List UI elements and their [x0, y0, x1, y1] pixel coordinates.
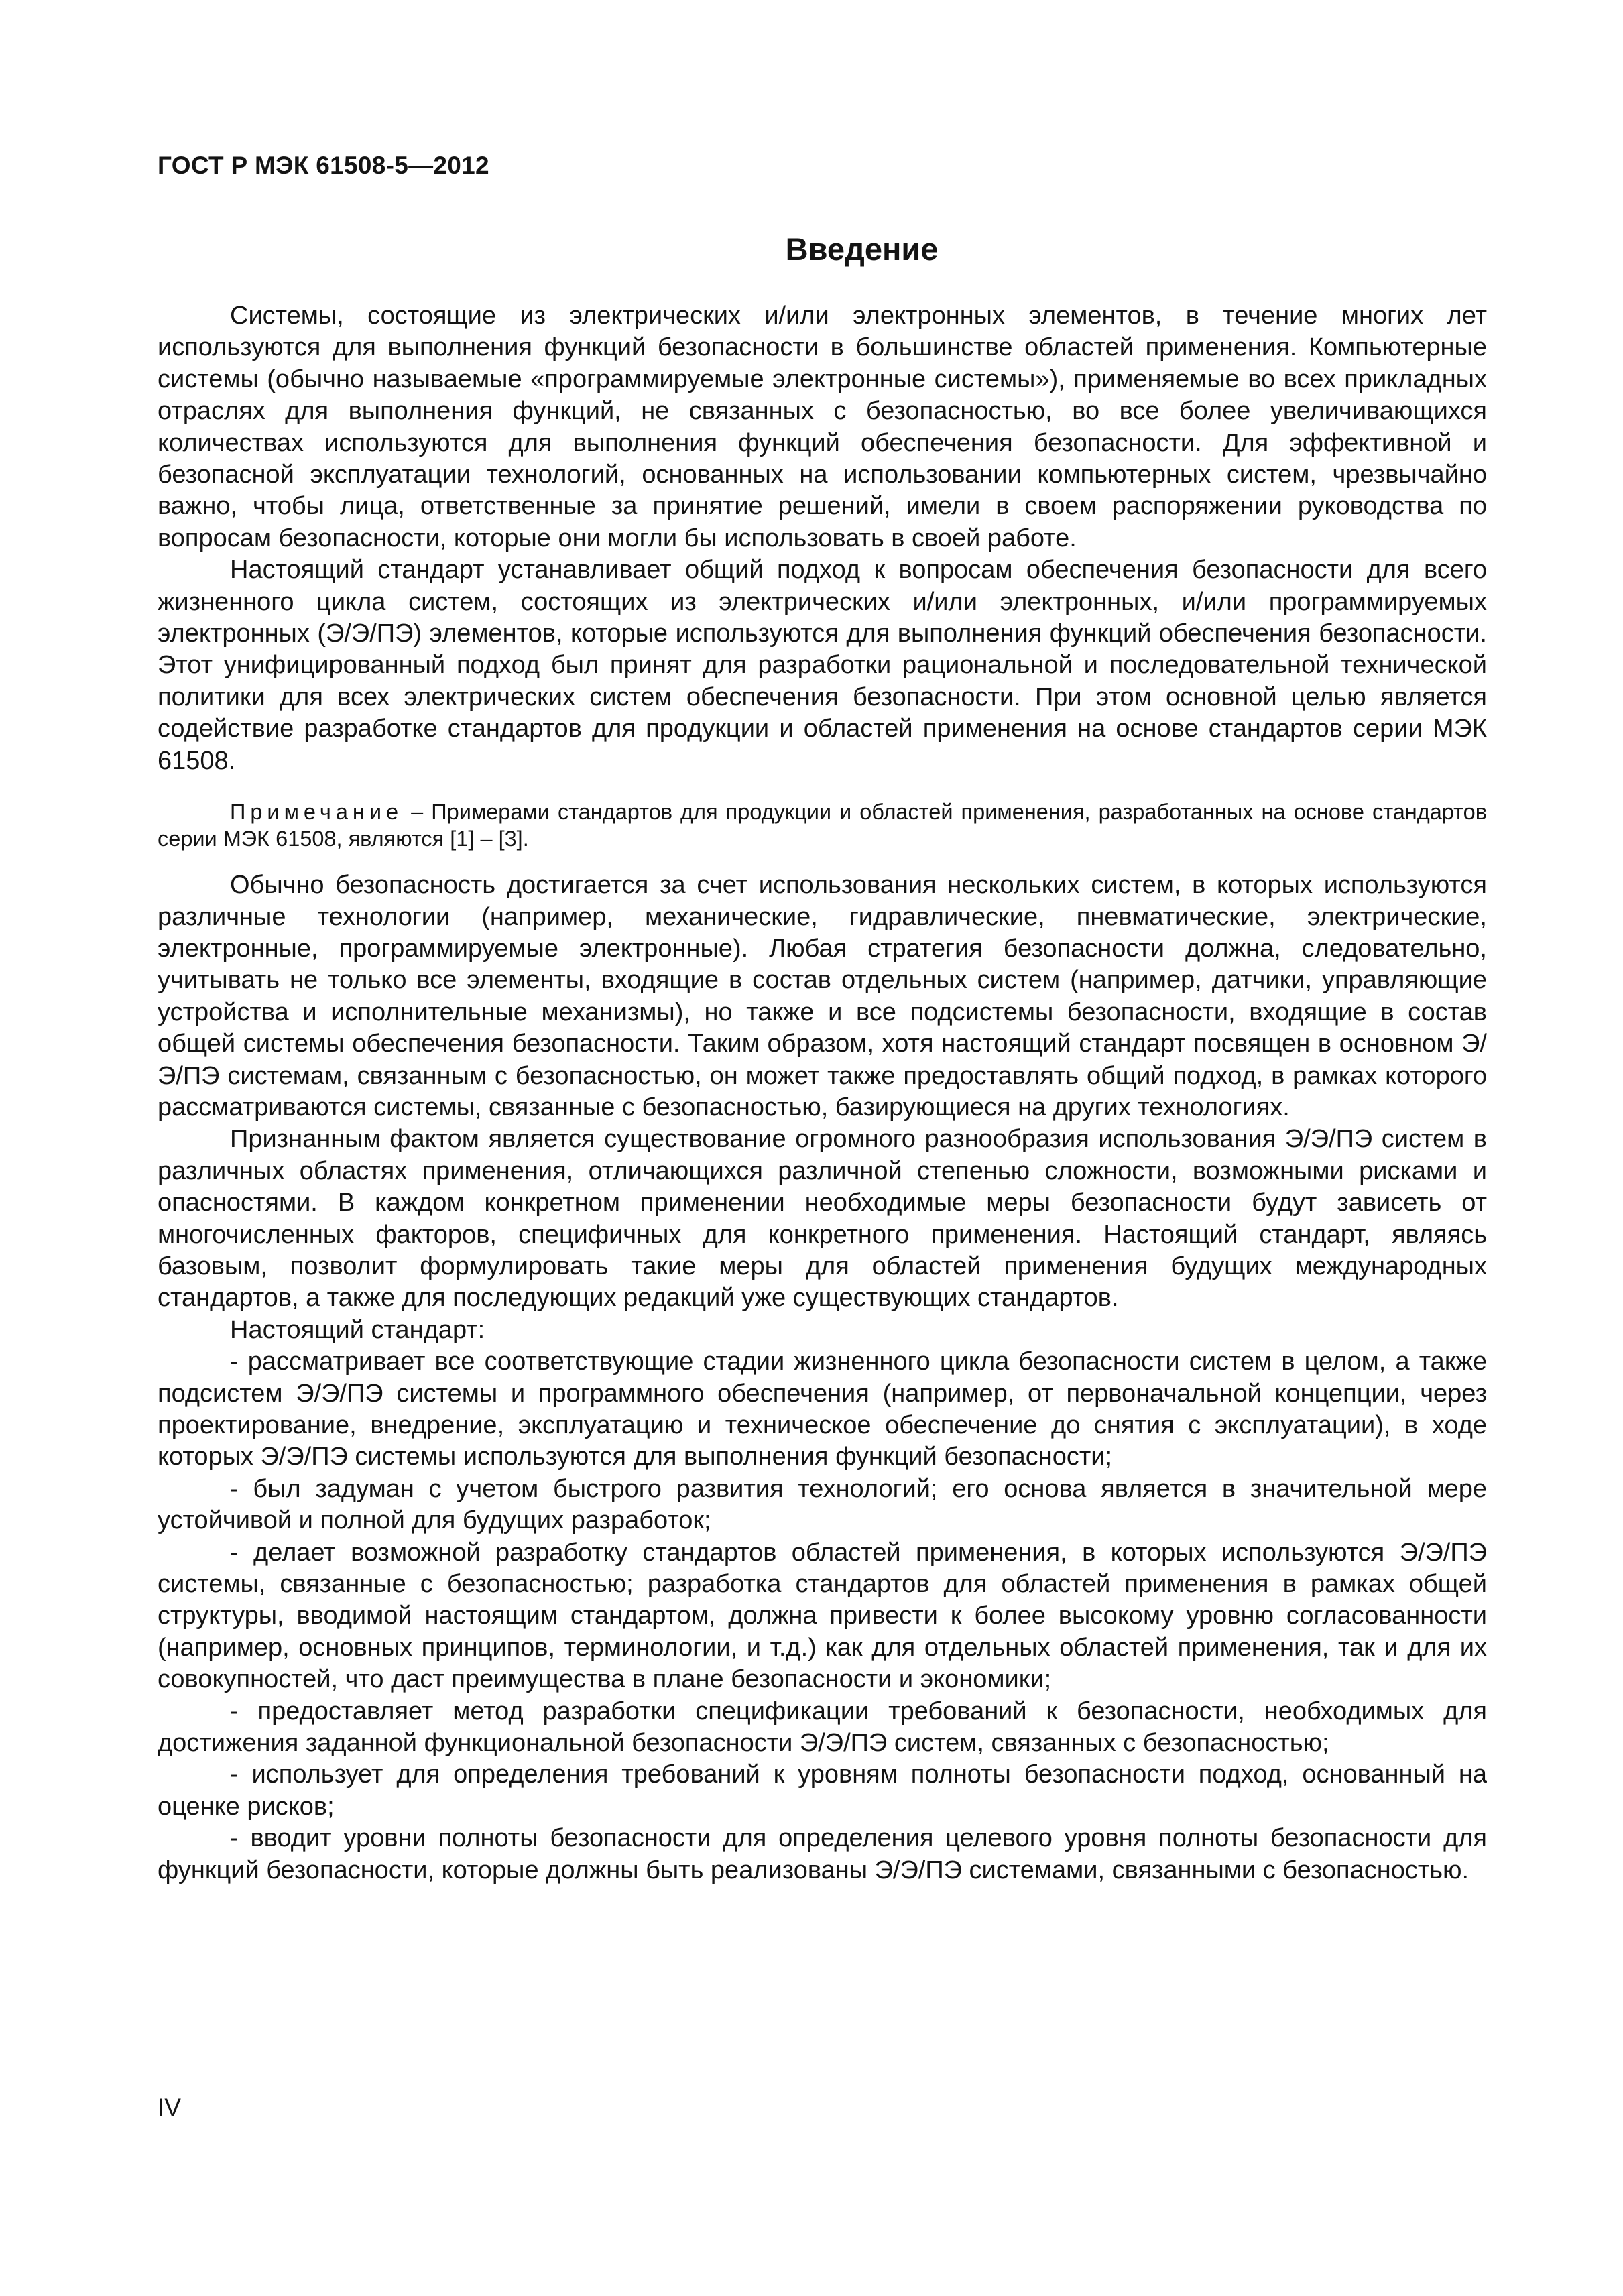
- paragraph: Настоящий стандарт:: [230, 1315, 485, 1344]
- note-text: – Примерами стандартов для продукции и областей применения, разработанных на основе стандартов серии МЭК 61508, являются [1] – [3].: [158, 800, 1487, 851]
- list-item: - делает возможной разработку стандартов областей применения, в которых используются Э/Э/ПЭ системы, связанные с безопасностью; разработка стандартов для областей применения в рамках общей структуры, вводимой настоящим стандартом, должна привести к более высокому уровню согласованности (например, основных принципов, терминологии, и т.д.) как для отдельных областей применения, так и для их совокупностей, что даст преимущества в плане безопасности и экономики;: [158, 1538, 1487, 1694]
- note-label: Примечание: [230, 800, 404, 825]
- paragraph: Системы, состоящие из электрических и/или электронных элементов, в течение многих лет используются для выполнения функций безопасности в большинстве областей применения. Компьютерные системы (обычно называемые «программируемые электронные системы»), применяемые во всех прикладных отраслях для выполнения функций, не связанных с безопасностью, во все более увеличивающихся количествах используются для выполнения функций обеспечения безопасности. Для эффективной и безопасной эксплуатации технологий, основанных на использовании компьютерных систем, чрезвычайно важно, чтобы лица, ответственные за принятие решений, имели в своем распоряжении руководства по вопросам безопасности, которые они могли бы использовать в своей работе.: [158, 302, 1487, 552]
- paragraph: Настоящий стандарт устанавливает общий подход к вопросам обеспечения безопасности для всего жизненного цикла систем, состоящих из электрических и/или электронных, и/или программируемых электронных (Э/Э/ПЭ) элементов, которые используются для выполнения функций обеспечения безопасности. Этот унифицированный подход был принят для разработки рациональной и последовательной технической политики для всех электрических систем обеспечения безопасности. При этом основной целью является содействие разработке стандартов для продукции и областей применения на основе стандартов серии МЭК 61508.: [158, 556, 1487, 775]
- list-item: - использует для определения требований к уровням полноты безопасности подход, основанный на оценке рисков;: [158, 1760, 1487, 1821]
- paragraph: Обычно безопасность достигается за счет использования нескольких систем, в которых используются различные технологии (например, механические, гидравлические, пневматические, электрические, электронные, программируемые электронные). Любая стратегия безопасности должна, следовательно, учитывать не только все элементы, входящие в состав отдельных систем (например, датчики, управляющие устройства и исполнительные механизмы), но также и все подсистемы безопасности, входящие в состав общей системы обеспечения безопасности. Таким образом, хотя настоящий стандарт посвящен в основном Э/Э/ПЭ системам, связанным с безопасностью, он может также предоставлять общий подход, в рамках которого рассматриваются системы, связанные с безопасностью, базирующиеся на других технологиях.: [158, 871, 1487, 1122]
- note: [158, 798, 1487, 852]
- list-item: - предоставляет метод разработки спецификации требований к безопасности, необходимых для достижения заданной функциональной безопасности Э/Э/ПЭ систем, связанных с безопасностью;: [158, 1697, 1487, 1758]
- section-title: Введение: [785, 231, 939, 267]
- paragraph: Признанным фактом является существование огромного разнообразия использования Э/Э/ПЭ систем в различных областях применения, отличающихся различной степенью сложности, возможными рисками и опасностями. В каждом конкретном применении необходимые меры безопасности будут зависеть от многочисленных факторов, специфичных для конкретного применения. Настоящий стандарт, являясь базовым, позволит формулировать такие меры для областей применения будущих международных стандартов, а также для последующих редакций уже существующих стандартов.: [158, 1125, 1487, 1313]
- list-item: - вводит уровни полноты безопасности для определения целевого уровня полноты безопасности для функций безопасности, которые должны быть реализованы Э/Э/ПЭ системами, связанными с безопасностью.: [158, 1824, 1487, 1884]
- page-number: IV: [158, 2094, 181, 2121]
- list-item: - рассматривает все соответствующие стадии жизненного цикла безопасности систем в целом, а также подсистем Э/Э/ПЭ системы и программного обеспечения (например, от первоначальной концепции, через проектирование, внедрение, эксплуатацию и техническое обеспечение до снятия с эксплуатации), в ходе которых Э/Э/ПЭ системы используются для выполнения функций безопасности;: [158, 1347, 1487, 1471]
- document-header-code: ГОСТ Р МЭК 61508-5—2012: [158, 152, 489, 179]
- list-item: - был задуман с учетом быстрого развития технологий; его основа является в значительной мере устойчивой и полной для будущих разработок;: [158, 1474, 1487, 1535]
- body-text: [158, 300, 1487, 1886]
